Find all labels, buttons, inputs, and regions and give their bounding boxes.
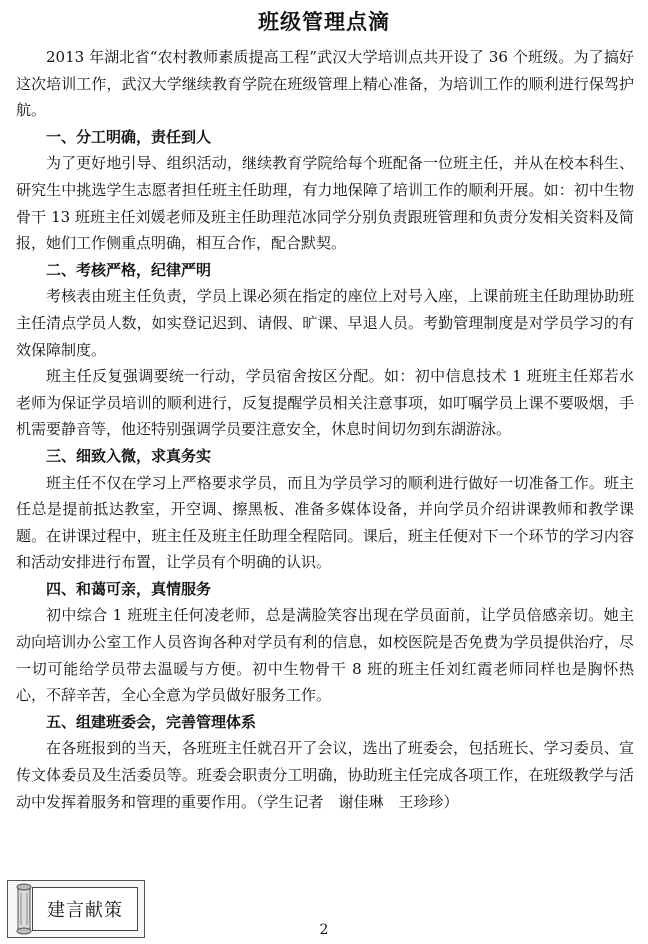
section-heading: 四、和蔼可亲，真情服务 — [46, 579, 212, 598]
section-heading: 二、考核严格，纪律严明 — [46, 260, 212, 279]
section-heading: 五、组建班委会，完善管理体系 — [46, 712, 257, 731]
paragraph: 2013 年湖北省“农村教师素质提高工程”武汉大学培训点共开设了 36 个班级。为了搞好这次培训工作，武汉大学继续教育学院在班级管理上精心准备，为培训工作的顺利进行保驾护航。 — [16, 48, 634, 120]
paragraph: 初中综合 1 班班主任何凌老师，总是满脸笑容出现在学员面前，让学员倍感亲切。她主动向培训办公室工作人员咨询各种对学员有利的信息，如校医院是否免费为学员提供治疗，尽一切可能给学员带去温暖与方便。初中生物骨干 8 班的班主任刘红霞老师同样也是胸怀热心，不辞辛苦，全心全意为学员做好服务工作。 — [16, 606, 634, 705]
paragraph: 班主任不仅在学习上严格要求学员，而且为学员学习的顺利进行做好一切准备工作。班主任总是提前抵达教室，开空调、擦黑板、准备多媒体设备，并向学员介绍讲课教师和教学课题。在讲课过程中，班主任及班主任助理全程陪同。课后，班主任便对下一个环节的学习内容和活动安排进行布置，让学员有个明确的认识。 — [16, 473, 634, 572]
paragraph: 在各班报到的当天，各班班主任就召开了会议，选出了班委会，包括班长、学习委员、宣传文体委员及生活委员等。班委会职责分工明确，协助班主任完成各项工作，在班级教学与活动中发挥着服务和管理的重要作用。（学生记者 谢佳琳 王珍珍） — [16, 739, 634, 811]
paragraph: 考核表由班主任负责，学员上课必须在指定的座位上对号入座，上课前班主任助理协助班主任清点学员人数，如实登记迟到、请假、旷课、早退人员。考勤管理制度是对学员学习的有效保障制度。 — [16, 287, 634, 359]
paragraph: 为了更好地引导、组织活动，继续教育学院给每个班配备一位班主任，并从在校本科生、研究生中挑选学生志愿者担任班主任助理，有力地保障了培训工作的顺利开展。如：初中生物骨干 13 班班主任刘媛老师及班主任助理范冰同学分别负责跟班管理和负责分发相关资料及简报，她们工作侧重点明确，相互合作，配合默契。 — [16, 154, 634, 253]
page-number: 2 — [319, 922, 329, 938]
page-title: 班级管理点滴 — [258, 10, 390, 34]
section-heading: 三、细致入微，求真务实 — [46, 446, 212, 465]
article-body — [16, 44, 634, 815]
paragraph: 班主任反复强调要统一行动，学员宿舍按区分配。如：初中信息技术 1 班班主任郑若水老师为保证学员培训的顺利进行，反复提醒学员相关注意事项，如叮嘱学员上课不要吸烟，手机需要静音等，他还特别强调学员要注意安全，休息时间切勿到东湖游泳。 — [16, 367, 634, 439]
section-heading: 一、分工明确，责任到人 — [46, 127, 212, 146]
section-label: 建言献策 — [47, 900, 123, 921]
